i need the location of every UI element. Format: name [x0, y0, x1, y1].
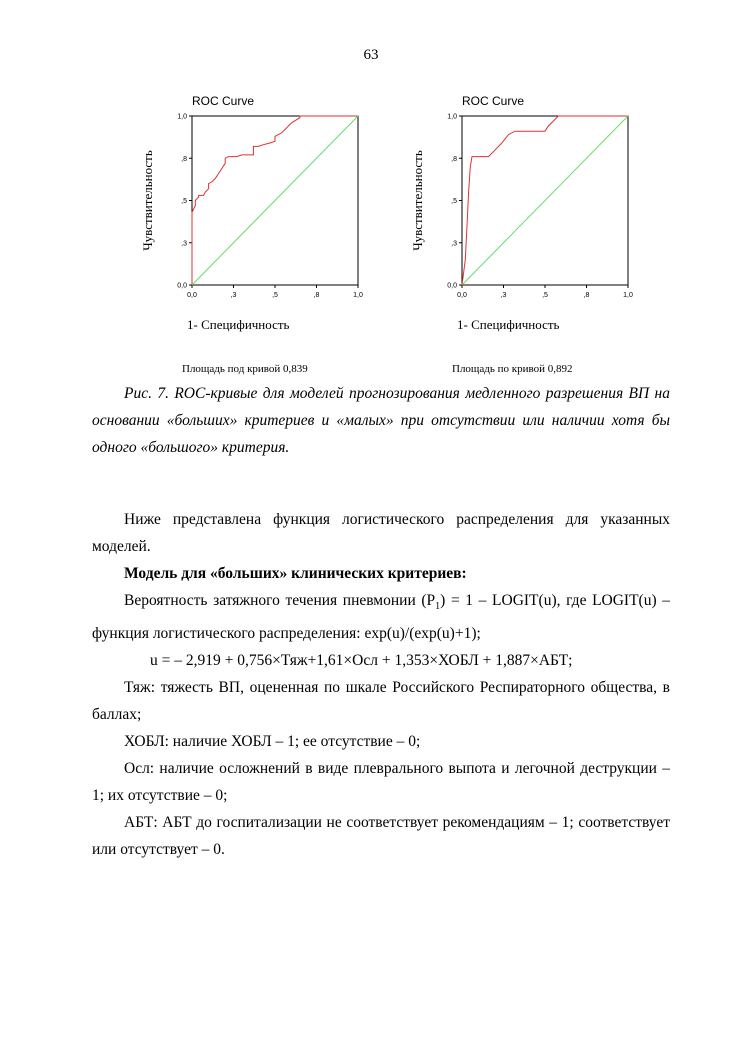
probability-text-a: Вероятность затяжного течения пневмонии (P	[124, 592, 436, 609]
y-axis-label: Чувствительность	[410, 150, 425, 251]
roc-chart-left	[130, 88, 390, 378]
chart-title: ROC Curve	[462, 94, 525, 108]
paragraph-antibiotics: АБТ: АБТ до госпитализации не соответствует рекомендациям – 1; соответствует или отсутствует – 0.	[92, 814, 670, 859]
paragraph-copd: ХОБЛ: наличие ХОБЛ – 1; ее отсутствие – 0;	[124, 733, 421, 751]
y-tick-label: ,8	[451, 155, 457, 163]
x-axis-label: 1- Специфичность	[457, 317, 560, 332]
y-tick-label: ,5	[451, 198, 457, 205]
x-tick-label: 1,0	[353, 292, 363, 299]
y-tick-label: ,5	[181, 198, 187, 205]
formula: u = – 2,919 + 0,756×Тяж+1,61×Осл + 1,353×ХОБЛ + 1,887×АБТ;	[150, 652, 573, 670]
paragraph-severity: Тяж: тяжесть ВП, оцененная по шкале Российского Респираторного общества, в баллах;	[92, 679, 670, 724]
x-tick-label: ,3	[230, 292, 237, 299]
y-tick-label: ,3	[181, 240, 187, 248]
figure-caption-block	[92, 380, 670, 461]
y-tick-label: 1,0	[177, 113, 187, 121]
paragraph-complications: Осл: наличие осложнений в виде плеврального выпота и легочной деструкции – 1; их отсутствие – 0;	[92, 760, 670, 805]
x-axis-label: 1- Специфичность	[187, 317, 290, 332]
area-under-curve-label: Площадь под кривой 0,839	[182, 363, 308, 375]
x-tick-label: ,8	[583, 292, 590, 299]
y-tick-label: ,8	[181, 155, 187, 163]
y-tick-label: ,3	[451, 240, 457, 248]
x-tick-label: 0,0	[187, 292, 197, 299]
chart-title: ROC Curve	[192, 94, 255, 108]
probability-text-b: ) = 1 – LOGIT(u), где LOGIT(u) – функция логистического распределения: exp(u)/(exp(u)+1);	[92, 592, 670, 643]
x-tick-label: ,3	[500, 292, 507, 299]
reference-diagonal-line	[462, 116, 628, 285]
x-tick-label: ,8	[313, 292, 320, 299]
x-tick-label: ,5	[542, 292, 548, 299]
y-tick-label: 0,0	[447, 282, 457, 290]
figure-caption: Рис. 7. ROC-кривые для моделей прогнозирования медленного разрешения ВП на основании «больших» критериев и «малых» при отсутствии или наличии хотя бы одного «большого» критерия.	[92, 385, 670, 456]
x-tick-label: ,5	[272, 292, 278, 299]
roc-chart-right	[400, 88, 660, 378]
y-tick-label: 0,0	[177, 282, 187, 290]
y-tick-label: 1,0	[447, 113, 457, 121]
paragraph-probability	[92, 587, 670, 647]
area-under-curve-label: Площадь по кривой 0,892	[452, 363, 573, 375]
y-axis-label: Чувствительность	[140, 150, 155, 251]
x-tick-label: 1,0	[623, 292, 633, 299]
body-text	[92, 506, 670, 863]
roc-chart-left-svg	[130, 88, 390, 378]
probability-subscript: 1	[435, 601, 441, 613]
page-number: 63	[363, 47, 379, 63]
roc-chart-right-svg	[400, 88, 660, 378]
paragraph-intro: Ниже представлена функция логистического распределения для указанных моделей.	[92, 511, 670, 555]
model-heading: Модель для «больших» клинических критериев:	[124, 565, 467, 582]
x-tick-label: 0,0	[457, 292, 467, 299]
